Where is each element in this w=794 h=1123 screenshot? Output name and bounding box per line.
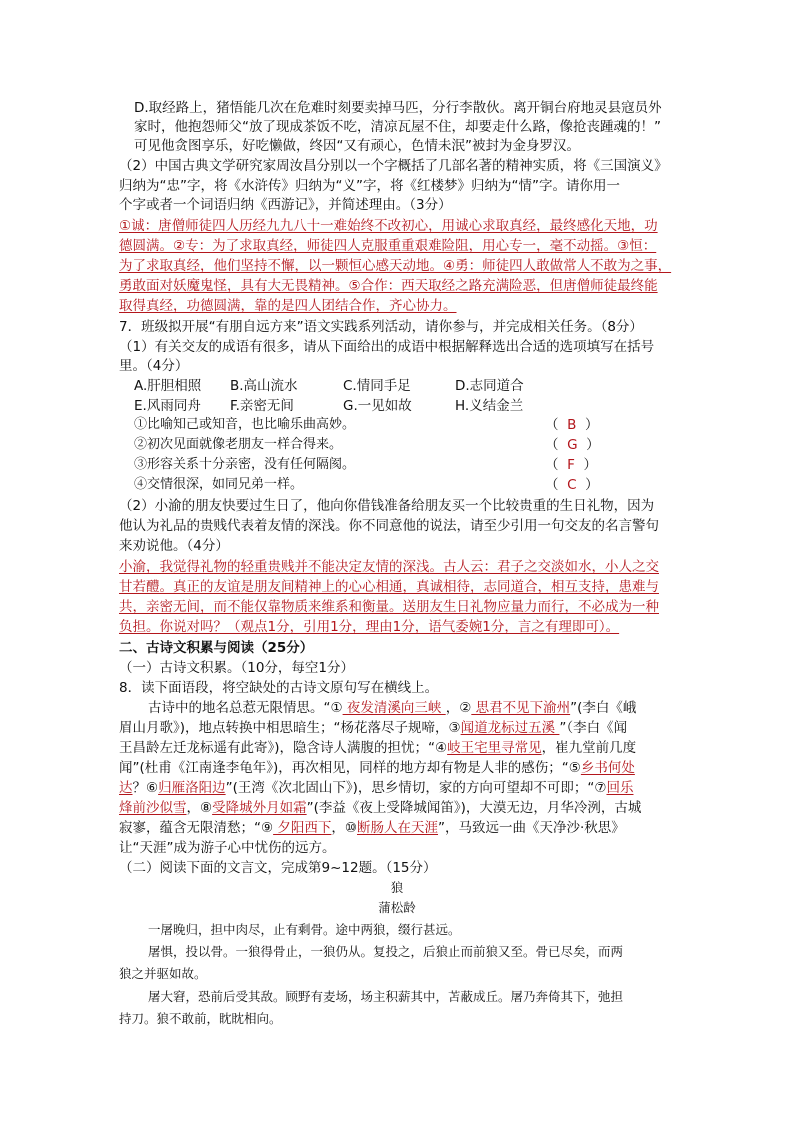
passage-title: 狼	[390, 880, 404, 895]
idiom-option-f: F.亲密无间	[230, 398, 294, 414]
q8-answer-9: 夕阳西下	[273, 820, 332, 836]
q7-2-answer-line1: 小渝，我觉得礼物的轻重贵贱并不能决定友情的深浅。古人云：君子之交淡如水，小人之交	[119, 559, 659, 575]
q7-2-prompt-line3: 来劝说他。（4分）	[119, 538, 229, 554]
idiom-item-2-text: ②初次见面就像老朋友一样合得来。	[134, 437, 343, 452]
idiom-item-3-answer: （ F ）	[545, 457, 597, 473]
q7-1-prompt-line1: （1）有关交友的成语有很多，请从下面给出的成语中根据解释选出合适的选项填写在括号	[119, 339, 655, 355]
q6-2-answer-line4: 勇敢面对妖魔鬼怪，具有大无畏精神。⑤合作：西天取经之路充满险恶，但唐僧师徒最终能	[119, 278, 658, 294]
idiom-option-h: H.义结金兰	[455, 398, 524, 414]
passage-para-3-line1: 屠大窘，恐前后受其敌。顾野有麦场，场主积薪其中，苫蔽成丘。屠乃奔倚其下，弛担	[148, 989, 624, 1004]
section-2-title: 二、古诗文积累与阅读（25分）	[119, 640, 314, 656]
q8-answer-8: 受降城外月如霜	[212, 800, 307, 816]
q6-2-answer-line1: ①诚：唐僧师徒四人历经九九八十一难始终不改初心，用诚心求取真经，最终感化天地，功	[119, 218, 658, 234]
q8-answer-2: 思君不见下渝州	[471, 700, 571, 716]
passage-para-2-line1: 屠惧，投以骨。一狼得骨止，一狼仍从。复投之，后狼止而前狼又至。骨已尽矣，而两	[148, 944, 624, 959]
q8-answer-1: 夜发清溪向三峡	[342, 700, 446, 716]
q8-line4: 闻”(杜甫《江南逢李龟年》)，再次相见，同样的地方却有物是人非的感伤；“⑤乡书何处	[119, 760, 635, 776]
q7-2-prompt-line2: 他认为礼品的贵贱代表着友情的深浅。你不同意他的说法，请至少引用一句交友的名言警句	[119, 518, 659, 534]
q7-2-answer-line2: 甘若醴。真正的友谊是朋友间精神上的心心相通，真诚相待，志同道合，相互支持，患难与	[119, 579, 659, 595]
q8-answer-5a: 乡书何处	[580, 760, 635, 776]
idiom-item-4-text: ④交情很深，如同兄弟一样。	[134, 477, 304, 492]
q7-2-answer-line3: 共，亲密无间，而不能仅靠物质来维系和衡量。送朋友生日礼物应量力而行，不必成为一种	[119, 599, 659, 615]
idiom-option-a: A.肝胆相照	[134, 378, 202, 394]
q8-title: 8．读下面语段，将空缺处的古诗文原句写在横线上。	[119, 680, 439, 696]
q8-answer-7a: 回乐	[606, 780, 634, 796]
q6-option-d-line2: 家时，他抱怨师父“放了现成茶饭不吃，清凉瓦屋不住，却要走什么路，像抢丧踵魂的！”	[134, 119, 661, 135]
idiom-option-c: C.情同手足	[343, 378, 411, 394]
q7-1-prompt-line2: 里。（4分）	[119, 358, 189, 374]
q8-line2: 眉山月歌》)，地点转换中相思暗生；“杨花落尽子规啼，③闻道龙标过五溪 ”（李白《闻	[119, 720, 628, 736]
q6-option-d-line3: 可见他贪图享乐，好吃懒做，终因“又有顽心，色情未泯”被封为金身罗汉。	[134, 138, 580, 154]
q6-option-d-line1: D.取经路上，猪悟能几次在危难时刻要卖掉马匹，分行李散伙。离开铜台府地灵县寇员外	[134, 100, 662, 116]
q8-answer-7b: 烽前沙似雪	[119, 800, 187, 816]
q8-answer-6: 归雁洛阳边	[158, 780, 226, 796]
idiom-item-1-text: ①比喻知己或知音，也比喻乐曲高妙。	[134, 417, 356, 432]
q6-2-prompt-line1: （2）中国古典文学研究家周汝昌分别以一个字概括了几部名著的精神实质，将《三国演义》	[119, 158, 668, 174]
q8-line7: 寂寥，蕴含无限清愁；“⑨ 夕阳西下，⑩断肠人在天涯”，马致远一曲《天净沙·秋思》	[119, 820, 625, 836]
idiom-item-2-answer: （ G ）	[545, 437, 600, 453]
q8-answer-5b: 达	[119, 780, 133, 796]
idiom-option-b: B.高山流水	[230, 378, 298, 394]
q8-line6: 烽前沙似雪，⑧受降城外月如霜”(李益《夜上受降城闻笛》)，大漠无边，月华冷洌，古城	[119, 800, 642, 816]
q7-title: 7．班级拟开展“有朋自远方来”语文实践系列活动，请你参与，并完成相关任务。（8分）	[119, 319, 643, 335]
q6-2-answer-line3: 为了求取真经，他们坚持不懈，以一颗恒心感天动地。④勇：师徒四人敢做常人不敢为之事，	[119, 258, 672, 274]
idiom-item-1-answer: （ B ）	[545, 417, 599, 433]
passage-para-2-line2: 狼之并驱如故。	[119, 966, 207, 981]
q6-2-answer-line5: 取得真经，功德圆满，靠的是四人团结合作，齐心协力。	[119, 298, 457, 314]
passage-author: 蒲松龄	[378, 900, 416, 915]
idiom-item-3-text: ③形容关系十分亲密，没有任何隔阂。	[134, 457, 356, 472]
idiom-option-d: D.志同道合	[455, 378, 524, 394]
q8-answer-4: 岐王宅里寻常见	[447, 740, 542, 756]
q7-2-prompt-line1: （2）小渝的朋友快要过生日了，他向你借钱准备给朋友买一个比较贵重的生日礼物，因为	[119, 498, 655, 514]
q8-line1: 古诗中的地名总惹无限情思。“① 夜发清溪向三峡 ，② 思君不见下渝州”(李白《峨	[148, 700, 637, 716]
q6-2-prompt-line2: 归纳为“忠”字，将《水浒传》归纳为“义”字，将《红楼梦》归纳为“情”字。请你用一	[119, 178, 620, 194]
q6-2-answer-line2: 德圆满。②专：为了求取真经，师徒四人克服重重艰难险阻，用心专一，毫不动摇。③恒：	[119, 238, 657, 254]
idiom-option-g: G.一见如故	[343, 398, 412, 414]
section-2-2-title: （二）阅读下面的文言文，完成第9~12题。（15分）	[119, 860, 437, 876]
q7-2-answer-line4: 负担。你说对吗？（观点1分，引用1分，理由1分，语气委婉1分，言之有理即可）。	[119, 619, 620, 635]
idiom-item-4-answer: （ C ）	[545, 477, 599, 493]
section-2-1-title: （一）古诗文积累。（10分，每空1分）	[119, 660, 355, 676]
q6-2-prompt-line3: 个字或者一个词语归纳《西游记》，并简述理由。（3分）	[119, 197, 452, 213]
q8-answer-3: 闻道龙标过五溪	[460, 720, 560, 736]
q8-line8: 让“天涯”成为游子心中忧伤的远方。	[119, 840, 336, 856]
passage-para-3-line2: 持刀。狼不敢前，眈眈相向。	[119, 1011, 282, 1026]
idiom-option-e: E.风雨同舟	[134, 398, 201, 414]
passage-para-1: 一屠晚归，担中肉尽，止有剩骨。途中两狼，缀行甚远。	[148, 922, 461, 937]
q8-line5: 达？⑥归雁洛阳边”(王湾《次北固山下》)，思乡情切，家的方向可望却不可即；“⑦回乐	[119, 780, 634, 796]
q8-line3: 王昌龄左迁龙标遥有此寄》)，隐含诗人满腹的担忧；“④岐王宅里寻常见，崔九堂前几度	[119, 740, 637, 756]
q8-answer-10: 断肠人在天涯	[357, 820, 439, 836]
